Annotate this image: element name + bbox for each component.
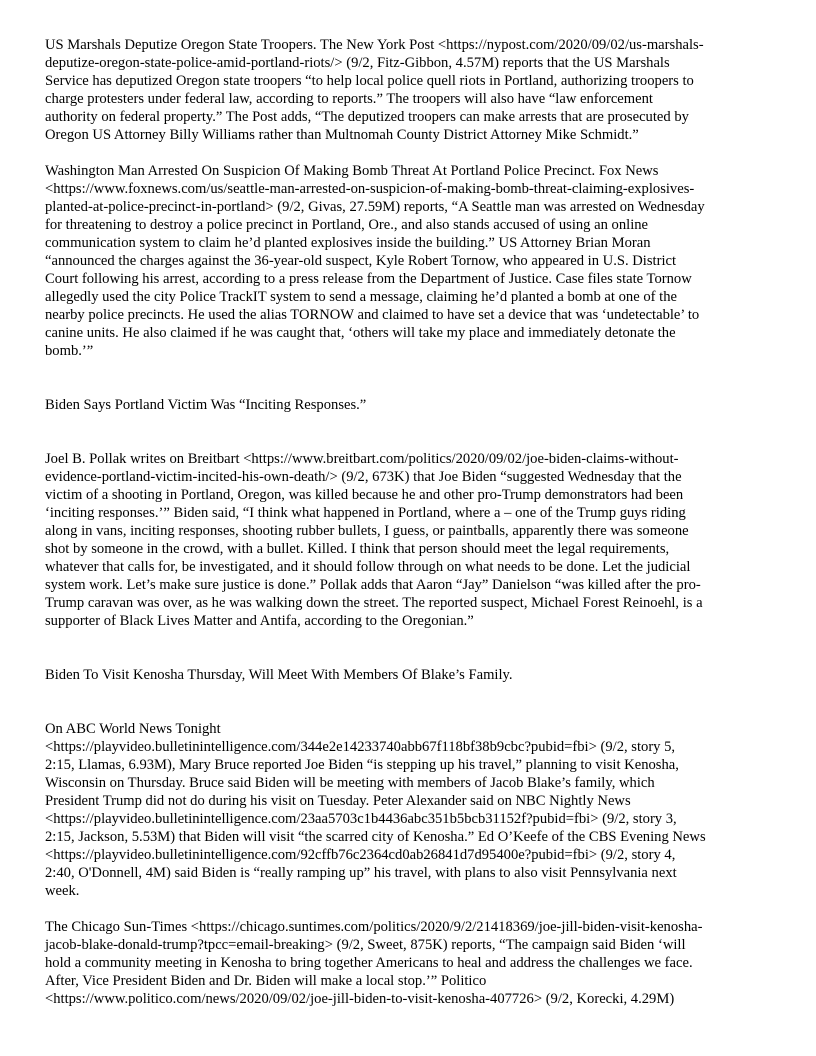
paragraph-marshals-deputize: US Marshals Deputize Oregon State Troopers. The New York Post <https://nypost.com/2020/09/02/us-marshals- deputize-oregon-state-police-amid-portland-riots/> (9/2, Fitz-Gibbon, 4.57M) reports that the US Marshals Service has deputized Oregon state troopers “to help local police quell riots in Portland, authorizing troopers to charge protesters under federal law, according to reports.” The troopers will also have “law enforcement authority on federal property.” The Post adds, “The deputized troopers can make arrests that are prosecuted by Oregon US Attorney Billy Williams rather than Multnomah County District Attorney Mike Schmidt.”	[45, 37, 704, 143]
spacer	[45, 900, 773, 918]
spacer	[45, 630, 773, 666]
spacer	[45, 360, 773, 396]
paragraph-sun-times: The Chicago Sun-Times <https://chicago.suntimes.com/politics/2020/9/2/21418369/joe-jill-biden-visit-kenosha- jacob-blake-donald-trump?tpcc=email-breaking> (9/2, Sweet, 875K) reports, “The campaign said Biden ‘will hold a community meeting in Kenosha to bring together Americans to heal and address the challenges we face. After, Vice President Biden and Dr. Biden will make a local stop.’” Politico <https://www.politico.com/news/2020/09/02/joe-jill-biden-to-visit-kenosha-407726> (9/2, Korecki, 4.29M)	[45, 919, 703, 1007]
headline-biden-kenosha: Biden To Visit Kenosha Thursday, Will Meet With Members Of Blake’s Family.	[45, 667, 513, 683]
spacer	[45, 144, 773, 162]
paragraph-network-news: On ABC World News Tonight <https://playvideo.bulletinintelligence.com/344e2e14233740abb67f118bf38b9cbc?pubid=fbi> (9/2, story 5, 2:15, Llamas, 6.93M), Mary Bruce reported Joe Biden “is stepping up his travel,” planning to visit Kenosha, Wisconsin on Thursday. Bruce said Biden will be meeting with members of Jacob Blake’s family, which President Trump did not do during his visit on Tuesday. Peter Alexander said on NBC Nightly News <https://playvideo.bulletinintelligence.com/23aa5703c1b4436abc351b5bcb31152f?pubid=fbi> (9/2, story 3, 2:15, Jackson, 5.53M) that Biden will visit “the scarred city of Kenosha.” Ed O’Keefe of the CBS Evening News <https://playvideo.bulletinintelligence.com/92cffb76c2364cd0ab26841d7d95400e?pubid=fbi> (9/2, story 4, 2:40, O'Donnell, 4M) said Biden is “really ramping up” his travel, with plans to also visit Pennsylvania next week.	[45, 721, 706, 899]
paragraph-bomb-threat: Washington Man Arrested On Suspicion Of Making Bomb Threat At Portland Police Precinct. Fox News <https://www.foxnews.com/us/seattle-man-arrested-on-suspicion-of-making-bomb-threat-claiming-explosives- planted-at-police-precinct-in-portland> (9/2, Givas, 27.59M) reports, “A Seattle man was arrested on Wednesday for threatening to destroy a police precinct in Portland, Ore., and also stands accused of using an online communication system to claim he’d planted explosives inside the building.” US Attorney Brian Moran “announced the charges against the 36-year-old suspect, Kyle Robert Tornow, who appeared in U.S. District Court following his arrest, according to a press release from the Department of Justice. Case files state Tornow allegedly used the city Police TrackIT system to send a message, claiming he’d planted a bomb at one of the nearby police precincts. He used the alias TORNOW and claimed to have set a device that was ‘undetectable’ to canine units. He also claimed if he was caught that, ‘others will take my place and immediately detonate the bomb.’”	[45, 163, 705, 359]
document-page	[45, 36, 773, 1008]
spacer	[45, 684, 773, 720]
headline-biden-portland: Biden Says Portland Victim Was “Inciting Responses.”	[45, 397, 367, 413]
paragraph-breitbart-pollak: Joel B. Pollak writes on Breitbart <https://www.breitbart.com/politics/2020/09/02/joe-biden-claims-without- evidence-portland-victim-incited-his-own-death/> (9/2, 673K) that Joe Biden “suggested Wednesday that the victim of a shooting in Portland, Oregon, was killed because he and other pro-Trump demonstrators had been ‘inciting responses.’” Biden said, “I think what happened in Portland, where a – one of the Trump guys riding along in vans, inciting responses, shooting rubber bullets, I guess, or paintballs, apparently there was someone shot by someone in the crowd, with a bullet. Killed. I think that person should meet the legal requirements, whatever that calls for, be investigated, and it should follow through on what needs to be done. Let the judicial system work. Let’s make sure justice is done.” Pollak adds that Aaron “Jay” Danielson “was killed after the pro- Trump caravan was over, as he was walking down the street. The reported suspect, Michael Forest Reinoehl, is a supporter of Black Lives Matter and Antifa, according to the Oregonian.”	[45, 451, 703, 629]
spacer	[45, 414, 773, 450]
